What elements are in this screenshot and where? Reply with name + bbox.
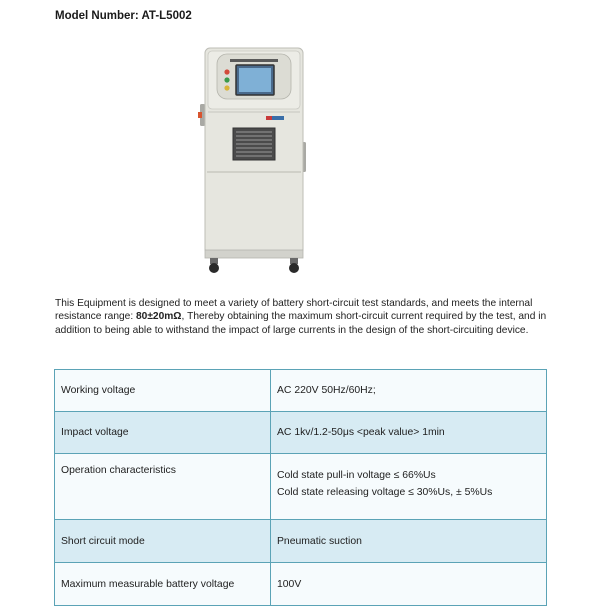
table-row: [55, 412, 547, 454]
equipment-photo: [190, 42, 320, 278]
spec-value-line: Cold state pull-in voltage ≤ 66%Us: [277, 470, 436, 481]
spec-label: Impact voltage: [55, 412, 271, 454]
spec-value-line: Cold state releasing voltage ≤ 30%Us, ± 5%Us: [277, 487, 493, 498]
model-number: [55, 10, 192, 22]
spec-value: AC 220V 50Hz/60Hz;: [271, 370, 547, 412]
description-part2: , Thereby obtaining the maximum short-circuit current required by the test, and in addition to being able to withstand the impact of large currents in the design of the short-circuiting device.: [55, 311, 547, 336]
resistance-range: 80±20mΩ: [135, 311, 182, 323]
table-row: [55, 563, 547, 606]
spec-label: Short circuit mode: [55, 520, 271, 563]
description-part1: This Equipment is designed to meet a variety of battery short-circuit test standards, and meets the internal resistance range:: [55, 298, 533, 323]
spec-label: Maximum measurable battery voltage: [55, 563, 271, 606]
spec-value: Pneumatic suction: [271, 520, 547, 563]
spec-value: [271, 454, 547, 520]
spec-value: 100V: [271, 563, 547, 606]
spec-table: [54, 369, 547, 606]
table-row: [55, 520, 547, 563]
model-number-value: AT-L5002: [141, 10, 192, 22]
spec-value: AC 1kv/1.2-50μs <peak value> 1min: [271, 412, 547, 454]
spec-label: Working voltage: [55, 370, 271, 412]
spec-label: Operation characteristics: [55, 454, 271, 520]
description: [55, 297, 547, 337]
table-row: [55, 370, 547, 412]
table-row: [55, 454, 547, 520]
model-number-label: Model Number:: [55, 10, 139, 22]
